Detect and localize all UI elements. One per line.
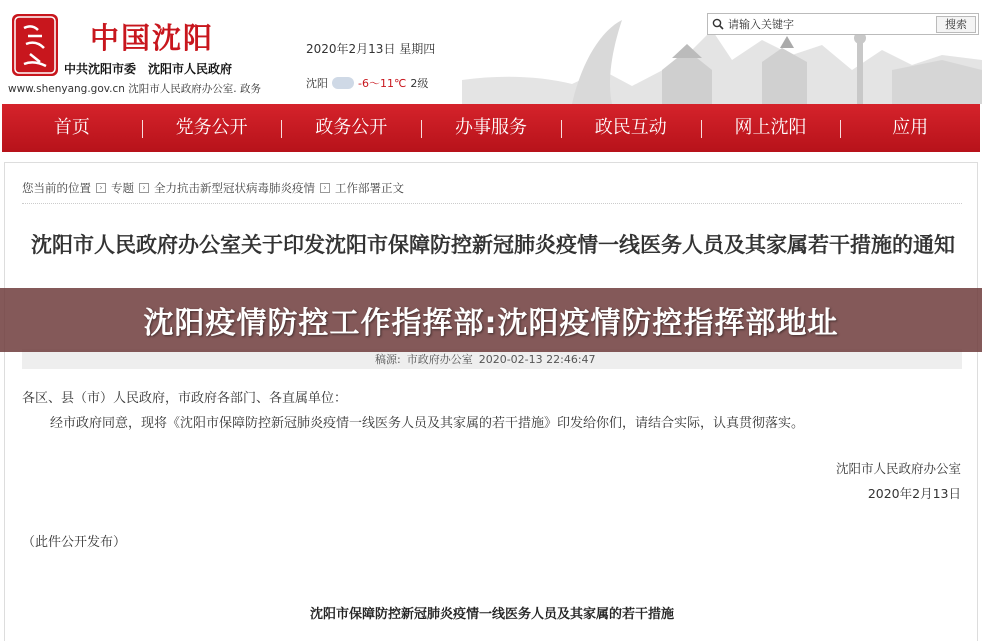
breadcrumb — [22, 180, 404, 196]
article-subtitle: 沈阳市保障防控新冠肺炎疫情一线医务人员及其家属的若干措施 — [309, 607, 674, 622]
nav-item-apps[interactable]: 应用 — [840, 104, 980, 152]
overlay-title: 沈阳疫情防控工作指挥部:沈阳疫情防控指挥部地址 — [143, 306, 839, 341]
nav-item-online-shenyang[interactable]: 网上沈阳 — [701, 104, 841, 152]
seal-icon — [12, 14, 58, 76]
meta-source: 市政府办公室 — [406, 353, 473, 366]
article-meta — [22, 349, 962, 369]
site-url: www.shenyang.gov.cn 沈阳市人民政府办公室. 政务 — [8, 83, 261, 95]
overlay-banner — [0, 288, 982, 352]
nav-item-government-affairs[interactable]: 政务公开 — [281, 104, 421, 152]
breadcrumb-link-epidemic[interactable]: 全力抗击新型冠状病毒肺炎疫情 — [154, 181, 315, 195]
search-input[interactable] — [728, 15, 928, 33]
divider — [22, 203, 962, 204]
article-signature: 沈阳市人民政府办公室 — [835, 461, 961, 476]
main-nav — [2, 104, 980, 152]
weather-wind: 2级 — [410, 77, 429, 90]
search-icon — [708, 14, 728, 34]
article-paragraph: 经市政府同意，现将《沈阳市保障防控新冠肺炎疫情一线医务人员及其家属的若干措施》印发给你们，请结合实际，认真贯彻落实。 — [50, 416, 805, 431]
current-date: 2020年2月13日 星期四 — [306, 42, 436, 56]
meta-time: 2020-02-13 22:46:47 — [478, 352, 596, 366]
weather-widget — [306, 75, 428, 91]
article-container — [4, 162, 978, 641]
chevron-right-icon: › — [320, 183, 330, 193]
search-box — [707, 13, 979, 35]
chevron-right-icon: › — [96, 183, 106, 193]
public-note: （此件公开发布） — [22, 535, 127, 550]
site-logo-seal[interactable] — [12, 14, 58, 76]
breadcrumb-current[interactable]: 工作部署正文 — [335, 181, 404, 195]
site-name[interactable]: 中国沈阳 — [90, 21, 215, 55]
article-salutation: 各区、县（市）人民政府，市政府各部门、各直属单位： — [22, 391, 348, 406]
cloudy-weather-icon — [332, 77, 354, 89]
nav-item-party-affairs[interactable]: 党务公开 — [142, 104, 282, 152]
chevron-right-icon: › — [139, 183, 149, 193]
meta-source-label: 稿源: — [375, 353, 401, 366]
site-subtitle: 中共沈阳市委 沈阳市人民政府 — [64, 62, 233, 76]
weather-city: 沈阳 — [306, 77, 328, 90]
article-title: 沈阳市人民政府办公室关于印发沈阳市保障防控新冠肺炎疫情一线医务人员及其家属若干措施的通知 — [31, 233, 955, 257]
breadcrumb-link-topic[interactable]: 专题 — [111, 181, 134, 195]
article-sign-date: 2020年2月13日 — [867, 486, 961, 501]
nav-item-interaction[interactable]: 政民互动 — [561, 104, 701, 152]
site-header — [0, 0, 982, 104]
weather-temperature: -6～11℃ — [358, 77, 407, 90]
breadcrumb-label: 您当前的位置 — [22, 181, 91, 195]
nav-item-home[interactable]: 首页 — [53, 117, 90, 138]
search-button[interactable]: 搜索 — [936, 16, 976, 33]
nav-item-services[interactable]: 办事服务 — [421, 104, 561, 152]
